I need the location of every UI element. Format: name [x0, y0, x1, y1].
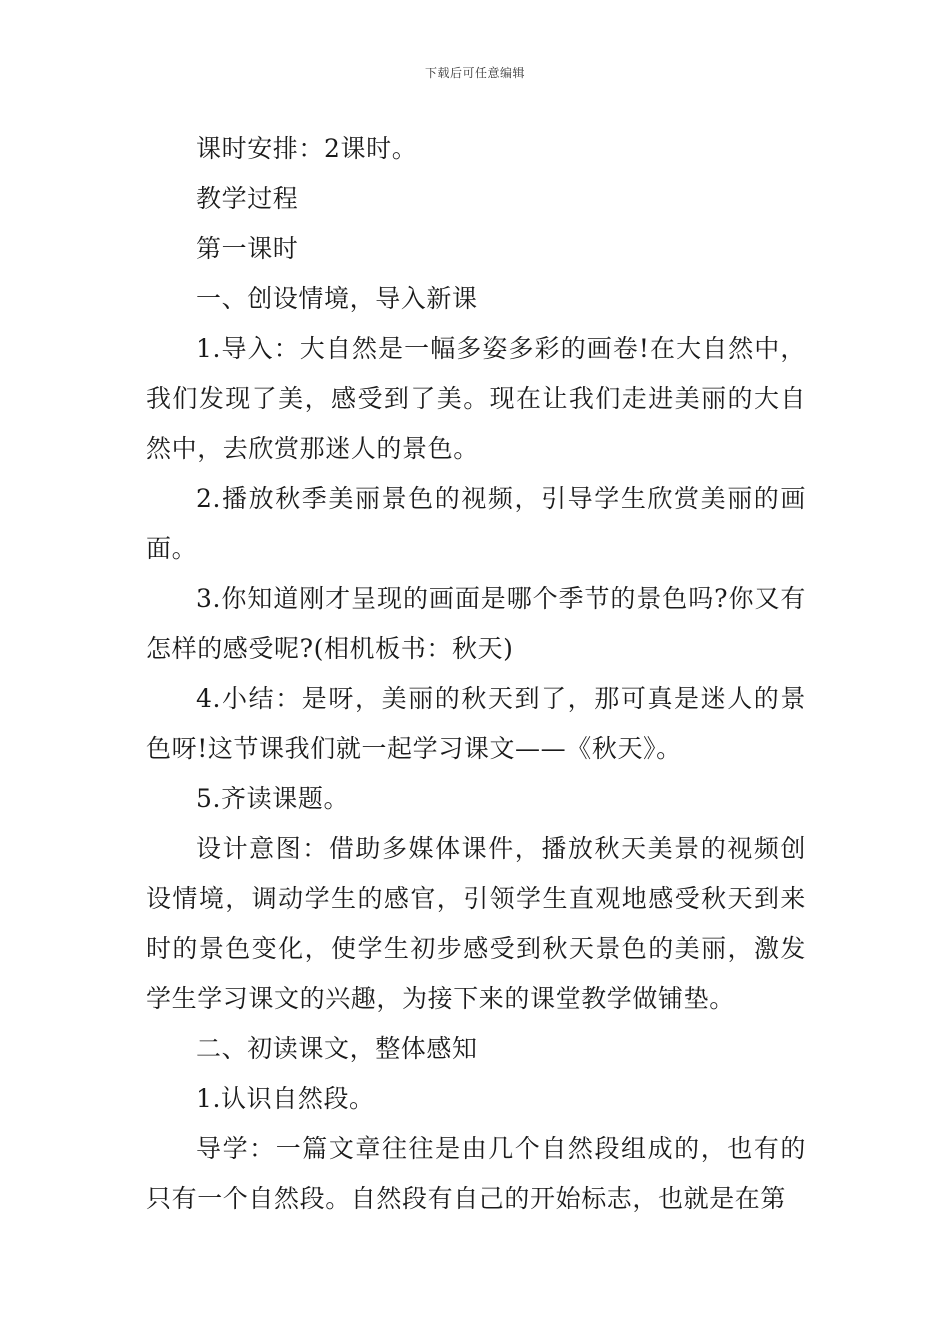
paragraph: 2.播放秋季美丽景色的视频，引导学生欣赏美丽的画面。 — [146, 484, 806, 563]
paragraph: 3.你知道刚才呈现的画面是哪个季节的景色吗?你又有怎样的感受呢?(相机板书：秋天) — [146, 584, 806, 663]
lesson-heading: 第一课时 — [196, 234, 299, 263]
paragraph: 导学：一篇文章往往是由几个自然段组成的，也有的只有一个自然段。自然段有自己的开始标志，也就是在第 — [146, 1134, 806, 1213]
paragraph: 4.小结：是呀，美丽的秋天到了，那可真是迷人的景色呀!这节课我们就一起学习课文——《秋天》。 — [146, 684, 806, 763]
section-heading-process: 教学过程 — [196, 184, 299, 213]
schedule-line: 课时安排：2课时。 — [196, 134, 418, 163]
paragraph: 5.齐读课题。 — [196, 784, 350, 813]
page-header: 下载后可任意编辑 — [424, 66, 525, 80]
document-body — [146, 124, 806, 1224]
part-heading-1: 一、创设情境，导入新课 — [196, 284, 478, 313]
design-intent-paragraph: 设计意图：借助多媒体课件，播放秋天美景的视频创设情境，调动学生的感官，引领学生直观地感受秋天到来时的景色变化，使学生初步感受到秋天景色的美丽，激发学生学习课文的兴趣，为接下来的课堂教学做铺垫。 — [146, 834, 806, 1013]
paragraph: 1.导入：大自然是一幅多姿多彩的画卷!在大自然中，我们发现了美，感受到了美。现在让我们走进美丽的大自然中，去欣赏那迷人的景色。 — [146, 334, 806, 463]
paragraph: 1.认识自然段。 — [196, 1084, 375, 1113]
part-heading-2: 二、初读课文，整体感知 — [196, 1034, 478, 1063]
